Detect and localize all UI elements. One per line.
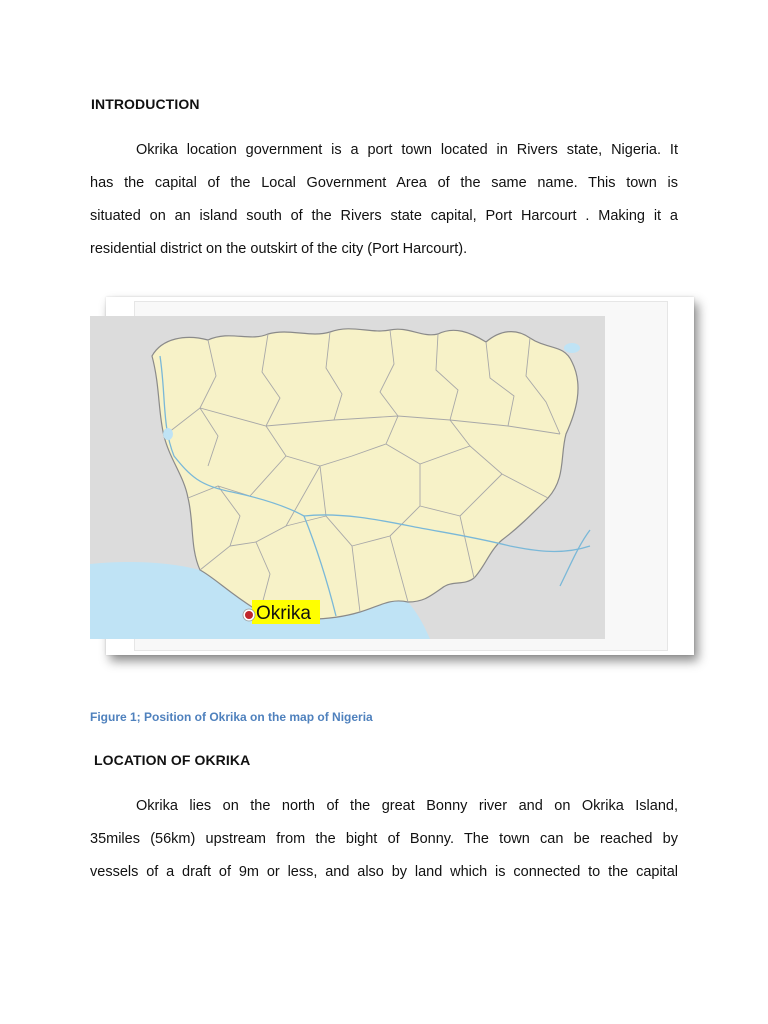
paragraph-line: Okrika lies on the north of the great Bonny river and on Okrika Island,	[136, 798, 678, 814]
location-paragraph	[90, 790, 678, 889]
figure-caption: Figure 1; Position of Okrika on the map of Nigeria	[90, 710, 373, 724]
okrika-map-label: Okrika	[256, 603, 311, 624]
paragraph-line: situated on an island south of the Rivers state capital, Port Harcourt . Making it a	[90, 208, 678, 224]
introduction-heading: INTRODUCTION	[91, 96, 200, 112]
paragraph-line: Okrika location government is a port town located in Rivers state, Nigeria. It	[136, 142, 678, 158]
paragraph-line: 35miles (56km) upstream from the bight of Bonny. The town can be reached by	[90, 831, 678, 847]
nigeria-map	[90, 316, 605, 639]
lake-chad	[564, 343, 580, 353]
paragraph-line: residential district on the outskirt of the city (Port Harcourt).	[90, 241, 468, 257]
paragraph-line: vessels of a draft of 9m or less, and also by land which is connected to the capital	[90, 864, 678, 880]
location-heading: LOCATION OF OKRIKA	[94, 752, 251, 768]
introduction-paragraph	[90, 134, 678, 266]
paragraph-line: has the capital of the Local Government Area of the same name. This town is	[90, 175, 678, 191]
lake	[163, 428, 173, 440]
okrika-location-marker	[245, 611, 253, 619]
